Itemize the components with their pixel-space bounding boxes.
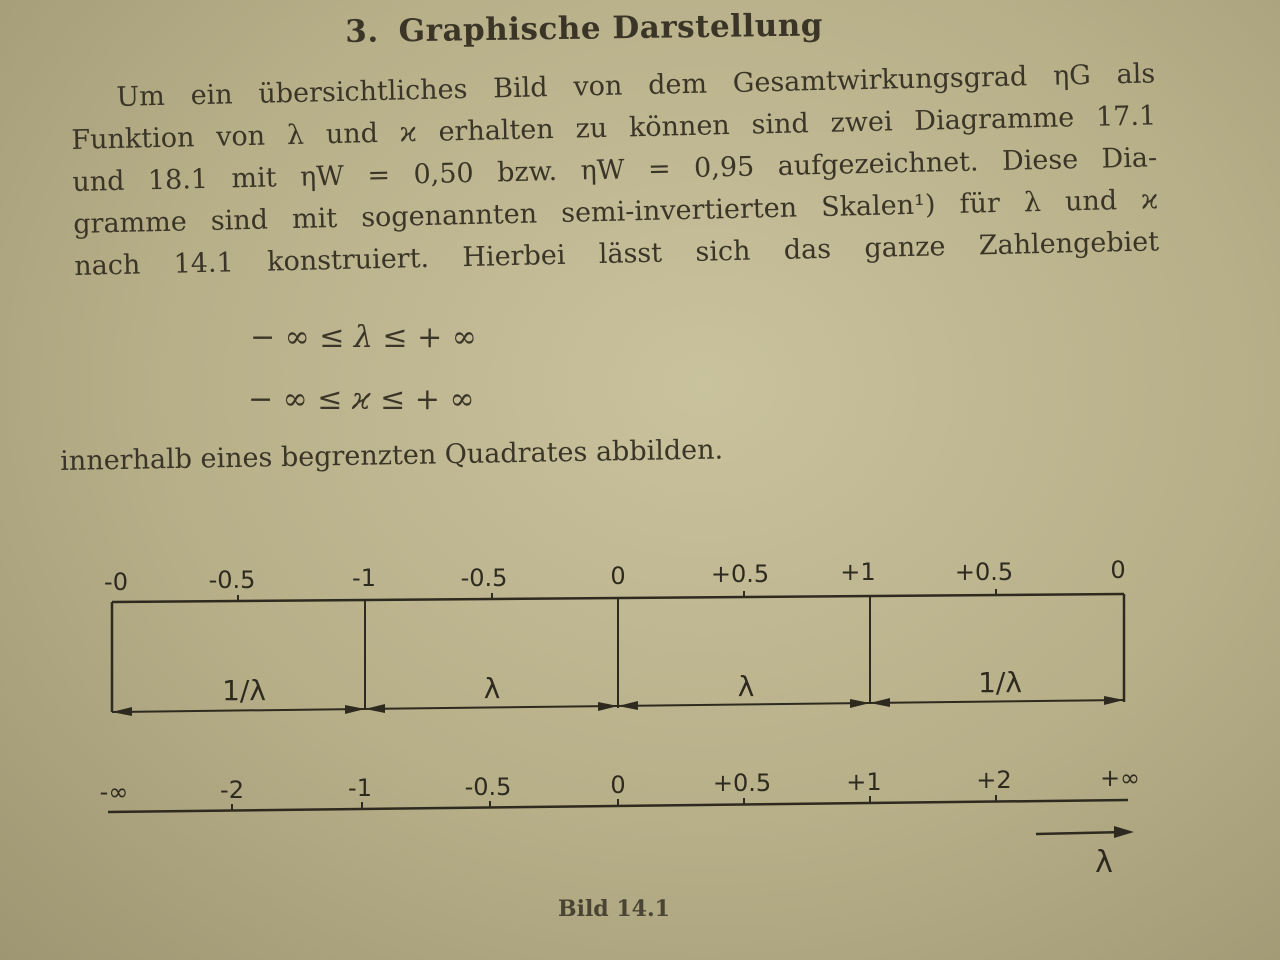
bottom-tick-label: -0.5: [464, 773, 512, 801]
segment-label: λ: [737, 670, 755, 703]
paragraph-continuation: innerhalb eines begrenzten Quadrates abbilden.: [60, 434, 724, 477]
top-tick-label: -1: [352, 564, 376, 592]
top-tick-labels: [104, 556, 1126, 596]
arrowhead: [112, 707, 132, 716]
top-tick-label: -0.5: [208, 566, 256, 594]
bottom-tick-label: +2: [976, 766, 1012, 794]
formula-lambda-range: − ∞ ≤ λ ≤ + ∞: [250, 320, 477, 355]
paragraph-line: gramme sind mit sogenannten semi-invertierten Skalen¹) für λ und ϰ: [72, 184, 1159, 240]
arrowhead: [850, 699, 870, 708]
arrowhead: [598, 702, 618, 711]
bottom-tick-labels: [100, 764, 1140, 806]
figure-caption: Bild 14.1: [558, 896, 670, 922]
paragraph-line: nach 14.1 konstruiert. Hierbei lässt sich das ganze Zahlengebiet: [73, 226, 1160, 282]
direction-arrow-line: [1036, 832, 1126, 834]
arrowhead: [870, 698, 890, 707]
segment-label: λ: [483, 672, 501, 705]
top-tick-label: -0: [104, 568, 128, 596]
paragraph-line: Um ein übersichtliches Bild von dem Gesamtwirkungsgrad ηG als: [116, 58, 1156, 113]
top-tick-label: +1: [840, 558, 876, 586]
bottom-tick-label: -1: [348, 774, 372, 802]
bottom-tick-label: +0.5: [712, 769, 772, 797]
bottom-tick-label: -∞: [99, 778, 129, 806]
axis-label-lambda: λ: [1095, 845, 1113, 880]
direction-arrowhead: [1114, 826, 1134, 838]
top-tick-label: +0.5: [954, 558, 1014, 586]
paragraph-line: und 18.1 mit ηW = 0,50 bzw. ηW = 0,95 aufgezeichnet. Diese Dia-: [72, 142, 1158, 198]
top-tick-label: 0: [610, 562, 626, 590]
bottom-tick-label: 0: [610, 771, 626, 799]
arrowhead: [345, 705, 365, 714]
arrowhead: [618, 701, 638, 710]
bottom-tick-label: -2: [220, 776, 244, 804]
arrowhead: [365, 704, 385, 713]
top-tick-label: -0.5: [460, 564, 508, 592]
paragraph-line: Funktion von λ und ϰ erhalten zu können sind zwei Diagramme 17.1: [71, 100, 1157, 156]
segment-label: 1/λ: [978, 666, 1022, 699]
section-title: Graphische Darstellung: [398, 7, 824, 50]
arrowhead: [1104, 696, 1124, 705]
segment-label: 1/λ: [222, 674, 266, 707]
bottom-tick-label: +∞: [1099, 764, 1141, 792]
top-tick-label: 0: [1110, 556, 1126, 584]
bottom-tick-label: +1: [846, 768, 882, 796]
top-tick-label: +0.5: [710, 560, 770, 588]
formula-kappa-range: − ∞ ≤ ϰ ≤ + ∞: [248, 382, 475, 417]
segment-labels: [222, 666, 1022, 707]
section-number: 3.: [345, 13, 379, 50]
